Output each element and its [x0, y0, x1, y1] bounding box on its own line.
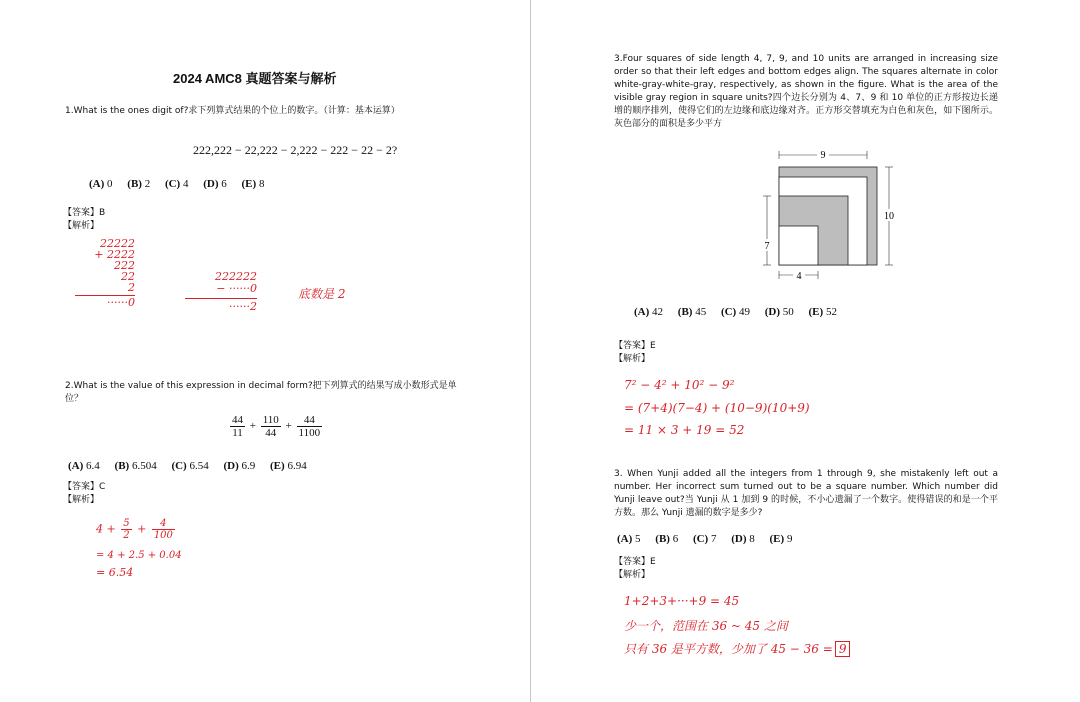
q3a-choices	[634, 306, 849, 318]
q2-answer-line: 【答案】C	[63, 482, 106, 492]
q1-analysis-label: 【解析】	[63, 221, 100, 231]
q1-work-note: 底数是 2	[298, 287, 346, 301]
squares-figure	[755, 145, 905, 280]
q3b-answer: E	[650, 557, 656, 567]
choice: (A) 42	[634, 306, 664, 318]
choice: (B) 2	[127, 178, 151, 190]
label-9: 9	[820, 150, 826, 161]
q1-expression: 222,222 − 22,222 − 2,222 − 222 − 22 − 2?	[193, 143, 398, 157]
q3b-work-line2: 少一个，范围在 36 ~ 45 之间	[624, 619, 788, 633]
page-divider	[530, 0, 531, 702]
q3b-analysis-label: 【解析】	[614, 570, 651, 580]
choice: (B) 45	[677, 306, 707, 318]
fraction: $\frac{110}{44}$	[262, 414, 279, 439]
q1-answer-line: 【答案】B	[63, 208, 106, 218]
choice: (C) 49	[720, 306, 750, 318]
label-10: 10	[884, 211, 894, 222]
q1-question: 1.What is the ones digit of?求下列算式结果的个位上的数字。（计算：基本运算）	[65, 106, 400, 116]
choice: (A) 0	[89, 178, 113, 190]
q1-answer: B	[99, 208, 106, 218]
q3b-work-line3: 只有 36 是平方数，少加了 45 − 36 = 9	[624, 640, 850, 657]
fraction: $\frac{44}{1100}$	[298, 414, 321, 439]
label-4: 4	[796, 271, 802, 280]
q2-work-line3: = 6.54	[96, 566, 134, 579]
choice: (D) 8	[731, 533, 755, 545]
q3a-analysis-label: 【解析】	[614, 354, 651, 364]
q2-work-line2: = 4 + 2.5 + 0.04	[96, 550, 182, 561]
choice: (C) 7	[692, 533, 717, 545]
q1-work-col1: 22222 + 2222 222 22 2 ······0	[75, 238, 135, 308]
choice: (C) 4	[164, 178, 189, 190]
q2-answer: C	[99, 482, 106, 492]
choice: (E) 8	[241, 178, 265, 190]
choice: (D) 6	[203, 178, 227, 190]
choice: (C) 6.54	[171, 460, 209, 472]
q2-work-line1: 4 + $\frac{5}{2}$ + $\frac{4}{100}$	[96, 518, 173, 541]
q3a-answer-line: 【答案】E	[614, 341, 656, 351]
label-7: 7	[764, 241, 770, 252]
choice: (A) 6.4	[68, 460, 100, 472]
square-4	[779, 226, 818, 265]
q2-expression: $\frac{44}{11}$ + $\frac{110}{44}$ + $\frac{44}{1100}$	[232, 414, 321, 439]
q3a-work-line3: = 11 × 3 + 19 = 52	[624, 423, 745, 437]
choice: (B) 6.504	[114, 460, 157, 472]
page-title: 2024 AMC8 真题答案与解析	[173, 71, 337, 86]
q3a-work-line1: 7² − 4² + 10² − 9²	[624, 378, 735, 392]
choice: (A) 5	[617, 533, 641, 545]
q2-question: 2.What is the value of this expression in decimal form?把下列算式的结果写成小数形式是单位？	[65, 381, 457, 404]
fraction: $\frac{44}{11}$	[232, 414, 243, 439]
q1-work-col2: 222222 − ······0 ······2	[185, 271, 257, 313]
q3a-answer: E	[650, 341, 656, 351]
q3b-work-line1: 1+2+3+···+9 = 45	[624, 594, 740, 608]
choice: (D) 6.9	[223, 460, 256, 472]
choice: (B) 6	[655, 533, 679, 545]
q3b-question: 3. When Yunji added all the integers from 1 through 9, she mistakenly left out a number. Her incorrect sum turned out to be a square number. Which number did Yunji leave out?当 Yunji 从 1 加到 9 的时候，不小心遗漏了一个数字。使得错误的和是一个平方数。那么 Yunji 遗漏的数字是多少?	[614, 469, 998, 518]
q3b-choices	[617, 533, 804, 545]
choice: (E) 6.94	[270, 460, 307, 472]
q2-analysis-label: 【解析】	[63, 495, 100, 505]
q3a-work-line2: = (7+4)(7−4) + (10−9)(10+9)	[624, 401, 810, 415]
choice: (E) 52	[808, 306, 837, 318]
choice: (E) 9	[769, 533, 793, 545]
q2-choices	[68, 460, 319, 472]
q3b-answer-line: 【答案】E	[614, 557, 656, 567]
q1-choices	[89, 178, 276, 190]
q3a-question: 3.Four squares of side length 4, 7, 9, and 10 units are arranged in increasing size order so that their left edges and bottom edges align. The squares alternate in color white-gray-white-gray, respectively, as shown in the figure. What is the area of the visible gray region in square units?四个边长分别为 4、7、9 和 10 单位的正方形按边长递增的顺序排列，使得它们的左边缘和底边缘对齐。正方形交替填充为白色和灰色，如下图所示。灰色部分的面积是多少平方	[614, 54, 998, 129]
boxed-answer: 9	[835, 641, 851, 657]
choice: (D) 50	[764, 306, 794, 318]
